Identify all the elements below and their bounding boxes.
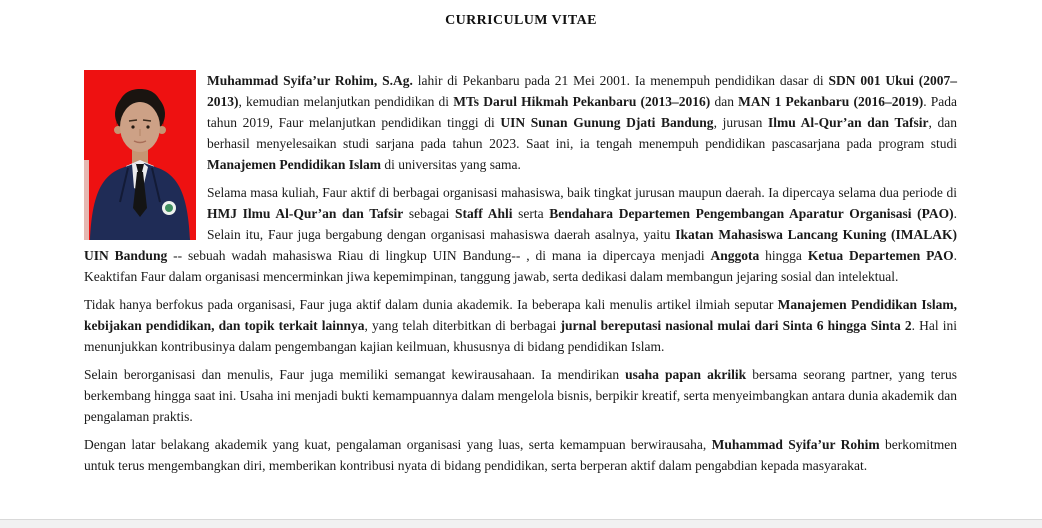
bold-text-run: MTs Darul Hikmah Pekanbaru (2013–2016) (453, 94, 711, 109)
bold-text-run: usaha papan akrilik (625, 367, 747, 382)
portrait-photo-graphic (84, 70, 196, 240)
text-run: dan (710, 94, 739, 109)
text-run: . Selain itu, Faur juga bergabung dengan organisasi mahasiswa daerah asalnya, yaitu (207, 206, 958, 242)
bold-text-run: MAN 1 Pekanbaru (2016–2019) (738, 94, 924, 109)
bold-text-run: Ilmu Al-Qur’an dan Tafsir (767, 115, 929, 130)
text-run: Tidak hanya berfokus pada organisasi, Faur juga aktif dalam dunia akademik. Ia beberapa kali menulis artikel ilmiah seputar (84, 297, 778, 312)
eye-right (146, 125, 149, 128)
cv-paragraph-4 (84, 364, 957, 427)
cv-paragraph-5 (84, 434, 957, 476)
lapel-badge-center (165, 204, 173, 212)
text-run: serta (512, 206, 550, 221)
cv-paragraph-1 (84, 70, 957, 175)
text-run: bersama seorang partner, yang terus berkembang hingga saat ini. Usaha ini menjadi bukti kemampuannya dalam mengelola bisnis, berpikir kreatif, serta menyeimbangkan antara dunia akademik dan pengalaman praktis. (84, 367, 957, 424)
bold-text-run: Muhammad Syifa’ur Rohim (711, 437, 880, 452)
paragraphs-container (84, 70, 957, 476)
bold-text-run: Manajemen Pendidikan Islam (207, 157, 382, 172)
portrait-photo (84, 70, 196, 240)
bold-text-run: Anggota (710, 248, 760, 263)
bold-text-run: jurnal bereputasi nasional mulai dari Sinta 6 hingga Sinta 2 (560, 318, 912, 333)
bold-text-run: UIN Sunan Gunung Djati Bandung (500, 115, 714, 130)
bold-text-run: Ketua Departemen PAO (807, 248, 954, 263)
page-title: CURRICULUM VITAE (445, 13, 597, 28)
text-run: di universitas yang sama. (381, 157, 521, 172)
bold-text-run: Manajemen Pendidikan Islam, kebijakan pendidikan, dan topik terkait lainnya (84, 297, 957, 333)
eye-left (131, 125, 134, 128)
face (120, 102, 160, 152)
cv-body (84, 70, 957, 476)
text-run: Selain berorganisasi dan menulis, Faur juga memiliki semangat kewirausahaan. Ia mendirikan (84, 367, 626, 382)
bold-text-run: Ikatan Mahasiswa Lancang Kuning (IMALAK) UIN Bandung (84, 227, 957, 263)
text-run: , kemudian melanjutkan pendidikan di (238, 94, 454, 109)
text-run: berkomitmen untuk terus mengembangkan diri, memberikan kontribusi nyata di bidang pendidikan, serta berperan aktif dalam pengabdian kepada masyarakat. (84, 437, 957, 473)
bold-text-run: Bendahara Departemen Pengembangan Aparatur Organisasi (PAO) (549, 206, 954, 221)
bold-text-run: Muhammad Syifa’ur Rohim, S.Ag. (207, 73, 413, 88)
bottom-scrollbar-track[interactable] (0, 519, 1042, 528)
text-run: Dengan latar belakang akademik yang kuat, pengalaman organisasi yang luas, serta kemampuan berwirausaha, (84, 437, 712, 452)
photo-wall-strip (84, 160, 89, 240)
cv-paragraph-2 (84, 182, 957, 287)
bold-text-run: Staff Ahli (455, 206, 513, 221)
text-run: lahir di Pekanbaru pada 21 Mei 2001. Ia menempuh pendidikan dasar di (412, 73, 829, 88)
text-run: . Keaktifan Faur dalam organisasi mencerminkan jiwa kepemimpinan, tanggung jawab, serta dedikasi dalam membangun jejaring sosial dan intelektual. (84, 248, 958, 284)
text-run: sebagai (403, 206, 456, 221)
text-run: . Hal ini menunjukkan kontribusinya dalam pengembangan kajian keilmuan, khususnya di bidang pendidikan Islam. (84, 318, 958, 354)
cv-paragraph-3 (84, 294, 957, 357)
bold-text-run: HMJ Ilmu Al-Qur’an dan Tafsir (207, 206, 404, 221)
text-run: , jurusan (713, 115, 768, 130)
text-run: , dan berhasil menyelesaikan studi sarjana pada tahun 2023. Saat ini, ia tengah menempuh pendidikan pascasarjana pada program studi (207, 115, 957, 151)
text-run: Selama masa kuliah, Faur aktif di berbagai organisasi mahasiswa, baik tingkat jurusan maupun daerah. Ia dipercaya selama dua periode di (207, 185, 957, 200)
text-run: hingga (759, 248, 808, 263)
text-run: , yang telah diterbitkan di berbagai (364, 318, 561, 333)
text-run: . Pada tahun 2019, Faur melanjutkan pendidikan tinggi di (207, 94, 958, 130)
bold-text-run: SDN 001 Ukui (2007–2013) (207, 73, 957, 109)
text-run: -- sebuah wadah mahasiswa Riau di lingkup UIN Bandung-- , di mana ia dipercaya menjadi (167, 248, 711, 263)
